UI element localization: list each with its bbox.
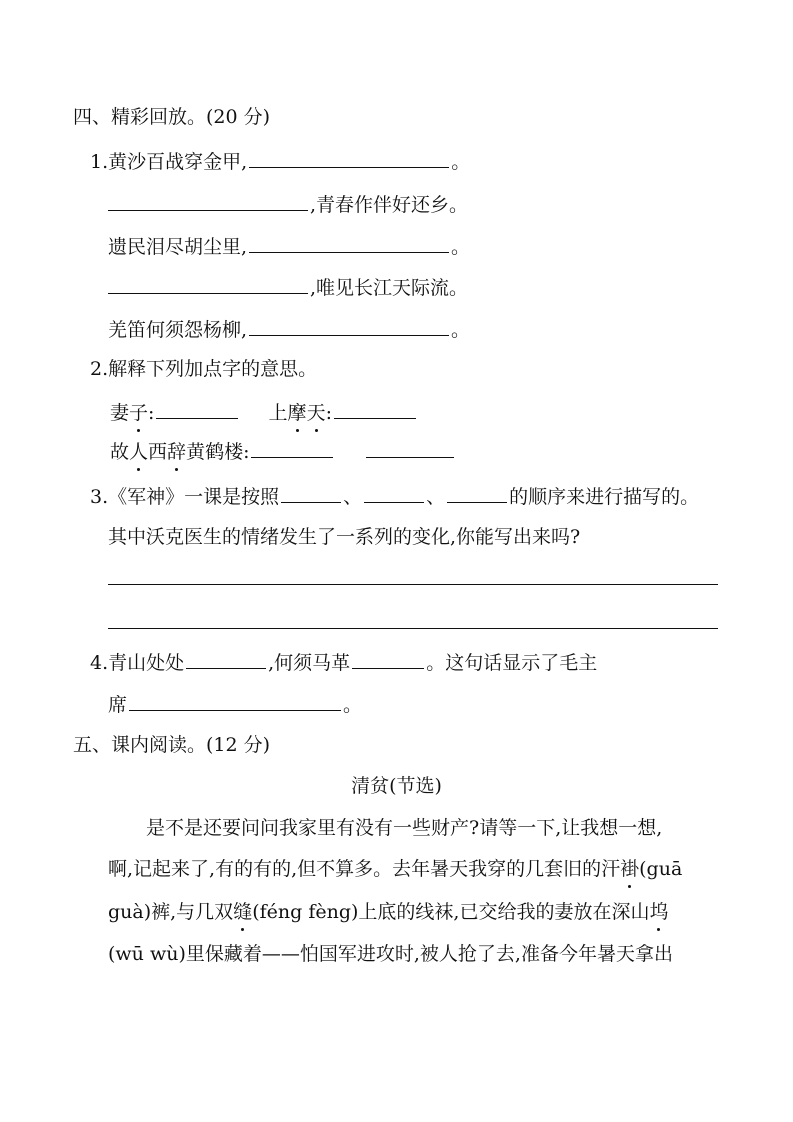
q1-line1-text: 黄沙百战穿金甲, [108, 151, 248, 173]
q3-line1 [90, 482, 699, 510]
q1-line1-end: 。 [451, 151, 471, 173]
q3-prefix: 3.《军神》一课是按照 [90, 486, 280, 508]
passage-line-2 [108, 856, 682, 882]
q2-item1-char: 妻 [110, 402, 130, 424]
q2-row1 [110, 398, 418, 426]
passage-line-2-pinyin: (guā [639, 858, 683, 880]
q2-item3-char-2: 西 [148, 441, 168, 463]
q4-blank-2[interactable] [352, 648, 424, 669]
q1-blank-3[interactable] [249, 232, 449, 253]
q1-line4 [108, 273, 468, 301]
q4-blank-3[interactable] [129, 690, 341, 711]
section5-heading: 五、课内阅读。(12 分) [73, 734, 271, 756]
q1-blank-2[interactable] [108, 190, 308, 211]
q4-blank-1[interactable] [186, 648, 266, 669]
q1-line2 [108, 190, 468, 218]
q1-blank-1[interactable] [249, 147, 449, 168]
q2-item2-char: 上 [268, 402, 288, 424]
q2-item3-dotted-char-2: 辞 [167, 441, 187, 463]
q4-line2 [108, 690, 362, 718]
q2-prompt: 2.解释下列加点字的意思。 [90, 358, 318, 380]
q2-item3-rest: 黄鹤楼: [186, 441, 250, 463]
q4-line2-end: 。 [343, 694, 363, 716]
passage-line-3 [108, 899, 668, 925]
q1-line3-text: 遗民泪尽胡尘里, [108, 236, 248, 258]
q2-item2-dotted-char-1: 摩 [287, 402, 307, 424]
q1-line3-end: 。 [451, 236, 471, 258]
q3-sep1: 、 [343, 486, 363, 508]
passage-dotted-wu: 坞 [649, 901, 669, 923]
q1-line5 [108, 315, 470, 343]
q4-line1 [90, 648, 597, 676]
passage-line-3-text-b: (féng fèng)上底的线袜,已交给我的妻放在深山 [252, 901, 650, 923]
q3-answer-line-1[interactable] [108, 584, 718, 585]
q4-mid: ,何须马革 [268, 652, 351, 674]
passage-line-3-text-a: guà)裤,与几双 [108, 901, 234, 923]
q1-line2-text: ,青春作伴好还乡。 [310, 194, 469, 216]
section4-heading: 四、精彩回放。(20 分) [73, 106, 271, 128]
passage-line-4: (wū wù)里保藏着——怕国军进攻时,被人抢了去,准备今年暑天拿出 [108, 943, 673, 965]
q3-blank-2[interactable] [364, 482, 424, 503]
q2-item3-char-1: 故 [110, 441, 130, 463]
q2-item2-colon: : [325, 402, 332, 424]
q2-item3-dotted-char-1: 人 [129, 441, 149, 463]
q4-prefix: 4.青山处处 [90, 652, 185, 674]
q4-suffix: 。这句话显示了毛主 [426, 652, 598, 674]
q1-line5-text: 羌笛何须怨杨柳, [108, 319, 248, 341]
q1-line3 [108, 232, 470, 260]
q1-line1 [90, 147, 470, 175]
passage-dotted-gua: 褂 [620, 858, 640, 880]
q3-suffix: 的顺序来进行描写的。 [509, 486, 700, 508]
q1-number: 1. [90, 151, 109, 173]
q2-blank-2[interactable] [334, 398, 416, 419]
q2-blank-3[interactable] [251, 437, 333, 458]
passage-title: 清贫(节选) [351, 775, 442, 797]
q2-item1-dotted-char: 子 [129, 402, 149, 424]
q1-blank-4[interactable] [108, 273, 308, 294]
q3-blank-1[interactable] [281, 482, 341, 503]
passage-dotted-feng: 缝 [233, 901, 253, 923]
q2-row2 [110, 437, 456, 465]
q1-blank-5[interactable] [249, 315, 449, 336]
passage-line-1: 是不是还要问问我家里有没有一些财产?请等一下,让我想一想, [146, 817, 663, 839]
passage-line-2-text: 啊,记起来了,有的有的,但不算多。去年暑天我穿的几套旧的汗 [108, 858, 621, 880]
q1-line4-text: ,唯见长江天际流。 [310, 277, 469, 299]
q2-item1-colon: : [148, 402, 155, 424]
q1-line5-end: 。 [451, 319, 471, 341]
q4-line2-start: 席 [108, 694, 128, 716]
q2-blank-1[interactable] [156, 398, 238, 419]
q2-item2-dotted-char-2: 天 [306, 402, 326, 424]
q3-blank-3[interactable] [447, 482, 507, 503]
q3-line2: 其中沃克医生的情绪发生了一系列的变化,你能写出来吗? [108, 526, 581, 548]
q3-answer-line-2[interactable] [108, 628, 718, 629]
q2-blank-4[interactable] [366, 437, 454, 458]
q3-sep2: 、 [426, 486, 446, 508]
